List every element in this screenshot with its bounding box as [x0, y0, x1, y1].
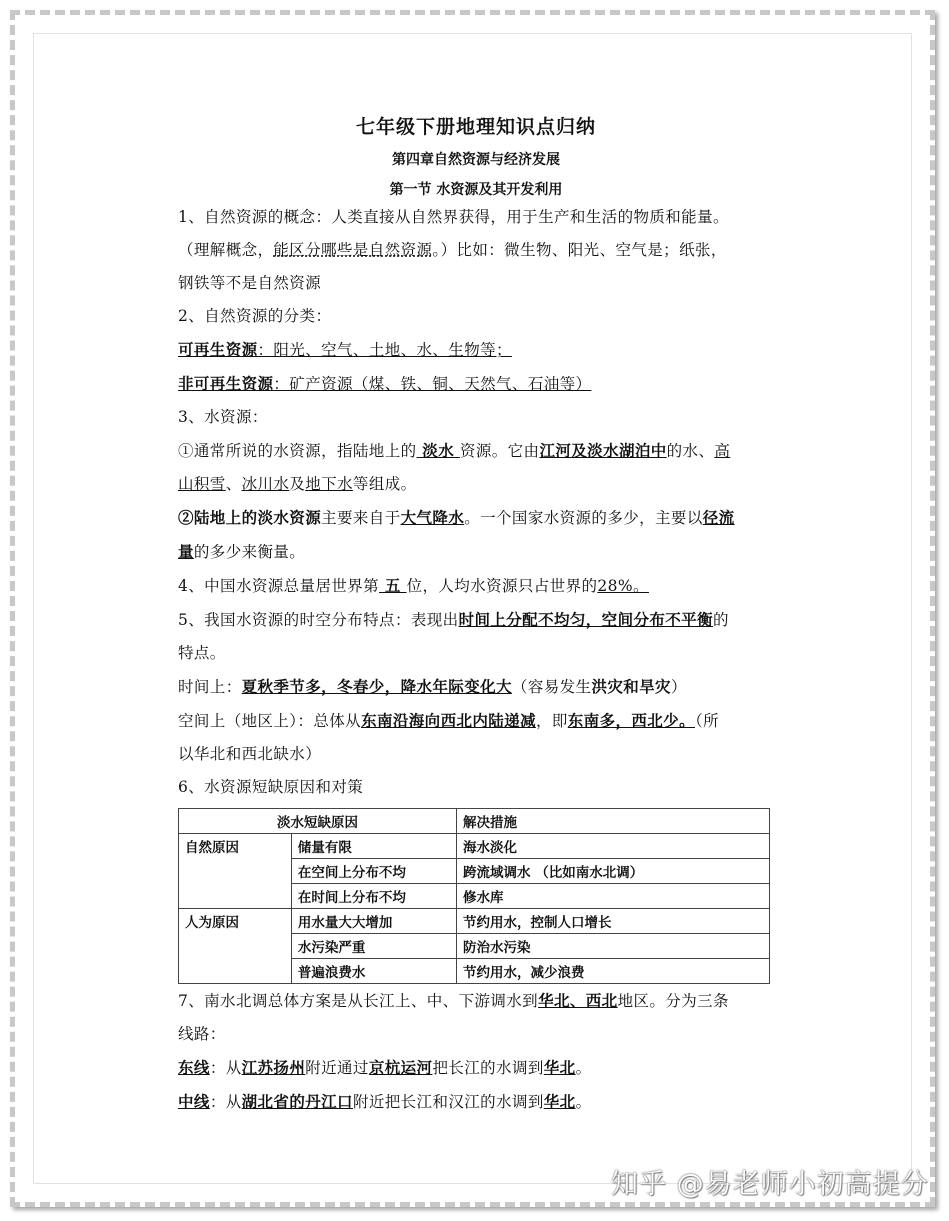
- para-3-head: 3、水资源：: [178, 408, 268, 426]
- para-3-line-4: 量的多少来衡量。: [178, 542, 306, 561]
- shortage-table: [178, 808, 770, 984]
- cause-cell: 水污染严重: [291, 934, 456, 959]
- measure-cell: 节约用水，控制人口增长: [457, 909, 770, 934]
- space-line-2: 以华北和西北缺水）: [178, 745, 322, 763]
- para-1-line-2: （理解概念，能区分哪些是自然资源。）比如：微生物、阳光、空气是；纸张，: [178, 241, 727, 259]
- para-6-head: 6、水资源短缺原因和对策: [178, 778, 364, 796]
- watermark: 知乎 @易老师小初高提分: [611, 1169, 929, 1200]
- table-header-cause: 淡水短缺原因: [179, 809, 457, 834]
- para-7-line-1: 7、南水北调总体方案是从长江上、中、下游调水到华北、西北地区。分为三条: [178, 991, 729, 1010]
- measure-cell: 修水库: [457, 884, 770, 909]
- para-3-line-1: ①通常所说的水资源，指陆地上的 淡水 资源。它由江河及淡水湖泊中的水、高: [178, 441, 731, 460]
- para-4: 4、中国水资源总量居世界第 五 位，人均水资源只占世界的28%。: [178, 576, 649, 595]
- group-natural: 自然原因: [179, 834, 292, 909]
- cause-cell: 用水量大大增加: [291, 909, 456, 934]
- measure-cell: 节约用水，减少浪费: [457, 959, 770, 984]
- measure-cell: 海水淡化: [457, 834, 770, 859]
- document-body: [178, 112, 774, 1119]
- section-title: 第一节 水资源及其开发利用: [389, 182, 563, 198]
- table-header-row: [179, 809, 770, 834]
- space-line: 空间上（地区上）：总体从东南沿海向西北内陆递减，即东南多，西北少。（所: [178, 711, 720, 730]
- para-3-line-3: ②陆地上的淡水资源主要来自于大气降水。一个国家水资源的多少，主要以径流: [178, 508, 735, 527]
- para-3-line-2: 山积雪、冰川水及地下水等组成。: [178, 475, 417, 493]
- para-5-line-2: 特点。: [178, 644, 226, 662]
- cause-cell: 在空间上分布不均: [291, 859, 456, 884]
- cause-cell: 在时间上分布不均: [291, 884, 456, 909]
- para-5-line-1: 5、我国水资源的时空分布特点：表现出时间上分配不均匀，空间分布不平衡的: [178, 610, 729, 629]
- measure-cell: 跨流域调水 （比如南水北调）: [457, 859, 770, 884]
- para-7-line-2: 线路：: [178, 1025, 226, 1043]
- cause-cell: 储量有限: [291, 834, 456, 859]
- middle-route-line: 中线：从湖北省的丹江口附近把长江和汉江的水调到华北。: [178, 1092, 592, 1111]
- group-human: 人为原因: [179, 909, 292, 984]
- para-2-head: 2、自然资源的分类：: [178, 307, 332, 325]
- para-1-line-1: 1、自然资源的概念：人类直接从自然界获得，用于生产和生活的物质和能量。: [178, 208, 729, 226]
- time-line: 时间上：夏秋季节多，冬春少，降水年际变化大（容易发生洪灾和旱灾）: [178, 677, 687, 696]
- chapter-title: 第四章自然资源与经济发展: [392, 152, 560, 168]
- table-header-measure: 解决措施: [457, 809, 770, 834]
- measure-cell: 防治水污染: [457, 934, 770, 959]
- cause-cell: 普遍浪费水: [291, 959, 456, 984]
- para-1-line-3: 钢铁等不是自然资源: [178, 274, 322, 292]
- renewable-line: 可再生资源：阳光、空气、土地、水、生物等；: [178, 340, 512, 359]
- table-row: [179, 909, 770, 934]
- nonrenewable-line: 非可再生资源：矿产资源（煤、铁、铜、天然气、石油等）: [178, 374, 592, 393]
- table-row: [179, 834, 770, 859]
- east-route-line: 东线：从江苏扬州附近通过京杭运河把长江的水调到华北。: [178, 1058, 592, 1077]
- doc-title: 七年级下册地理知识点归纳: [355, 116, 596, 138]
